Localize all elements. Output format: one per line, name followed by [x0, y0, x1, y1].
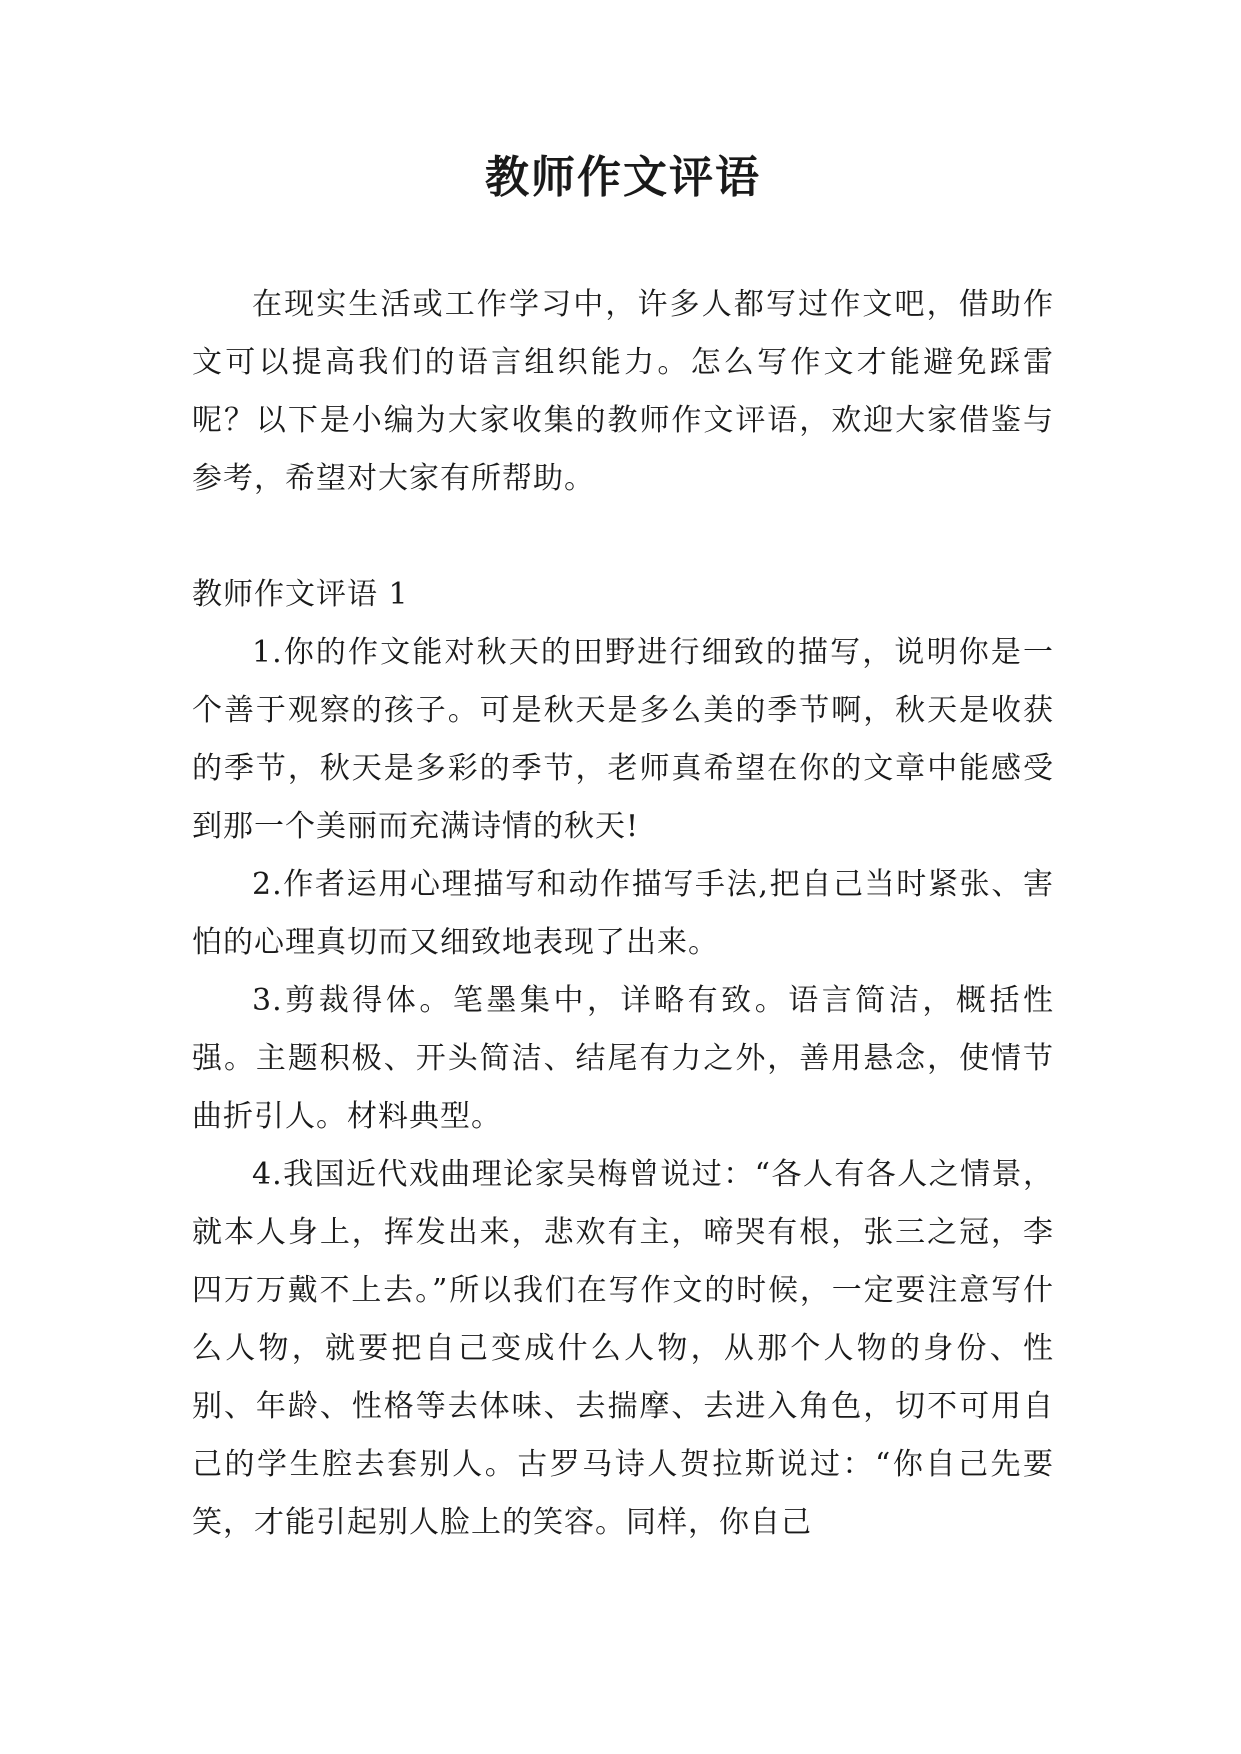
comment-item-3: 3.剪裁得体。笔墨集中，详略有致。语言简洁，概括性强。主题积极、开头简洁、结尾有力之外，善用悬念，使情节曲折引人。材料典型。 [192, 983, 1054, 1134]
intro-paragraph: 在现实生活或工作学习中，许多人都写过作文吧，借助作文可以提高我们的语言组织能力。怎么写作文才能避免踩雷呢？以下是小编为大家收集的教师作文评语，欢迎大家借鉴与参考，希望对大家有所帮助。 [192, 287, 1054, 496]
comment-item-2: 2.作者运用心理描写和动作描写手法,把自己当时紧张、害怕的心理真切而又细致地表现了出来。 [192, 867, 1054, 960]
comment-item-4: 4.我国近代戏曲理论家吴梅曾说过：“各人有各人之情景，就本人身上，挥发出来，悲欢有主，啼哭有根，张三之冠，李四万万戴不上去。”所以我们在写作文的时候，一定要注意写什么人物，就要把自己变成什么人物，从那个人物的身份、性别、年龄、性格等去体味、去揣摩、去进入角色，切不可用自己的学生腔去套别人。古罗马诗人贺拉斯说过：“你自己先要笑，才能引起别人脸上的笑容。同样，你自己 [192, 1157, 1054, 1540]
document-page [192, 150, 1054, 1552]
document-title: 教师作文评语 [485, 152, 761, 203]
comment-item-1: 1.你的作文能对秋天的田野进行细致的描写，说明你是一个善于观察的孩子。可是秋天是多么美的季节啊，秋天是收获的季节，秋天是多彩的季节，老师真希望在你的文章中能感受到那一个美丽而充满诗情的秋天! [192, 635, 1054, 844]
section-heading: 教师作文评语 1 [192, 577, 409, 612]
